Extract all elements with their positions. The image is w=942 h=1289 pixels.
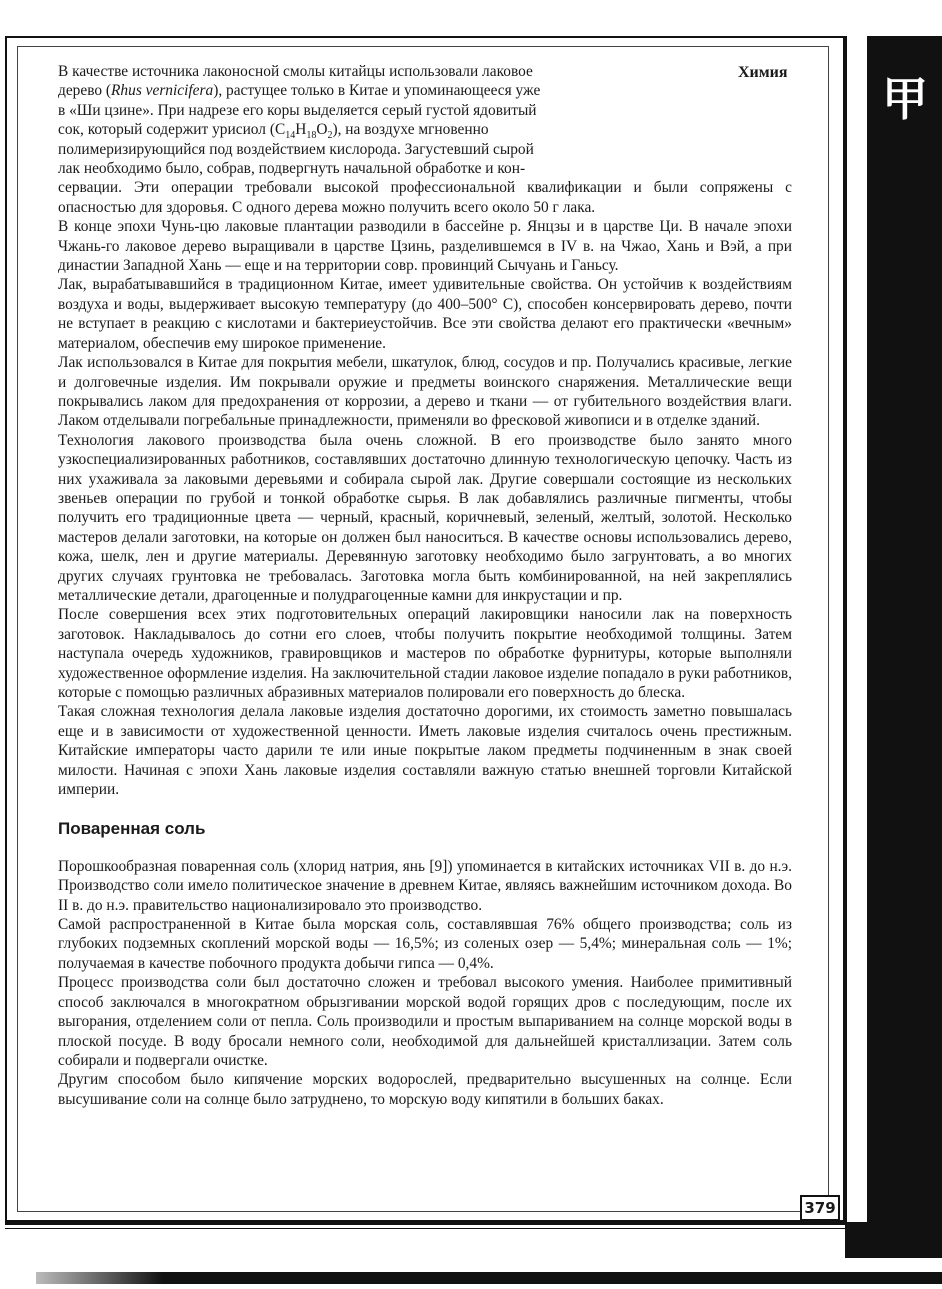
paragraph: Другим способом было кипячение морских водорослей, предварительно высушенных на солнце. Если высушивание соли на солнце было затруднено, то морскую воду кипятили в больших баках. [58, 1071, 792, 1108]
paragraph: После совершения всех этих подготовительных операций лакировщики наносили лак на поверхность заготовок. Накладывалось до сотни его слоев, чтобы получить покрытие необходимой толщины. Затем наступала очередь художников, гравировщиков и мастеров по обработке фурнитуры, которые выполняли художественное оформление изделия. На заключительной стадии лаковое изделие попадало в руки работников, которые с помощью различных абразивных материалов полировали его поверхность до блеска. [58, 606, 792, 701]
paragraph: Лак использовался в Китае для покрытия мебели, шкатулок, блюд, сосудов и пр. Получались красивые, легкие и долговечные изделия. Им покрывали оружие и предметы воинского снаряжения. Металлические вещи покрывались лаком для предохранения от коррозии, а дерево и ткани — от губительного воздействия влаги. Лаком отделывали погребальные принадлежности, применяли во фресковой живописи и в отделке зданий. [58, 354, 792, 430]
paragraph: Такая сложная технология делала лаковые изделия достаточно дорогими, их стоимость заметно повышалась еще и в зависимости от художественной ценности. Иметь лаковые изделия считалось очень престижным. Китайские императоры часто дарили те или иные покрытые лаком предметы подчиненным в знак своей милости. Начиная с эпохи Хань лаковые изделия составляли важную статью внешней торговли Китайской империи. [58, 703, 792, 799]
paragraph: сервации. Эти операции требовали высокой профессиональной квалификации и были сопряжены с опасностью для здоровья. С одного дерева можно получить всего около 50 г лака. [58, 179, 792, 216]
page-content [58, 62, 792, 1109]
chapter-hanzi-symbol: 甲 [882, 72, 928, 126]
page-number: 379 [800, 1195, 840, 1221]
paragraph: Порошкообразная поваренная соль (хлорид натрия, янь [9]) упоминается в китайских источниках VII в. до н.э. Производство соли имело политическое значение в древнем Китае, являясь важнейшим источником дохода. Во II в. до н.э. правительство национализировало это производство. [58, 857, 792, 914]
paragraph: В конце эпохи Чунь-цю лаковые плантации разводили в бассейне р. Янцзы и в царстве Ци. В начале эпохи Чжань-го лаковое дерево выращивали в царстве Цзинь, разделившемся в IV в. на Чжао, Хань и Вэй, а при династии Западной Хань — еще и на территории совр. провинций Сычуань и Ганьсу. [58, 218, 792, 275]
text-line: дерево (Rhus vernicifera), растущее только в Китае и упоминающееся уже [58, 82, 541, 100]
bottom-rule [5, 1222, 845, 1225]
chapter-tab [845, 36, 942, 1258]
bottom-rule-thin [5, 1228, 845, 1229]
text-line: полимеризирующийся под воздействием кислорода. Загустевший сырой [58, 140, 534, 158]
first-paragraph-narrow-block [58, 62, 610, 178]
lacquer-first-paragraph [58, 62, 792, 217]
text-line: лак необходимо было, собрав, подвергнуть начальной обработке и кон- [58, 160, 526, 178]
text-line: сок, который содержит урисиол $(C_{14}H_{18}O_2)$, на воздухе мгновенно [58, 121, 489, 142]
footer-bar [36, 1272, 942, 1284]
chapter-tab-notch [845, 36, 867, 1222]
paragraph: Технология лакового производства была очень сложной. В его производстве было занято много узкоспециализированных работников, составлявших достаточно длинную технологическую цепочку. Часть из них ухаживала за лаковыми деревьями и собирала сырой лак. Другие совершали состоящие из нескольких звеньев операции по грубой и тонкой обработке сырья. В лак добавлялись различные пигменты, чтобы получить его традиционные цвета — черный, красный, коричневый, зеленый, желтый, золотой. Несколько мастеров делали заготовки, на которые он должен был наноситься. В качестве основы использовались дерево, кожа, шелк, лен и другие материалы. Деревянную заготовку необходимо было загрунтовать, а во многих других случаях грунтовка не требовалась. Заготовка могла быть комбинированной, на ней закреплялись металлические детали, драгоценные и полудрагоценные камни для инкрустации и пр. [58, 431, 792, 604]
paragraph: Процесс производства соли был достаточно сложен и требовал высокого умения. Наиболее примитивный способ заключался в многократном обрызгивании морской водой горящих дров с последующим, после их выгорания, отделением соли от пепла. Соль производили и простым выпариванием на солнце морской воды в плоской посуде. В воду бросали немного соли, необходимой для дальнейшей кристаллизации. Затем соль собирали и подвергали очистке. [58, 974, 792, 1069]
section-heading-salt: Поваренная соль [58, 819, 206, 839]
running-header: Химия [738, 64, 788, 81]
paragraph: Самой распространенной в Китае была морская соль, составлявшая 76% общего производства; соль из глубоких подземных скоплений морской воды — 16,5%; из соленых озер — 5,4%; минеральная соль — 1%; получаемая в качестве побочного продукта добычи гипса — 0,4%. [58, 916, 792, 972]
paragraph: Лак, вырабатывавшийся в традиционном Китае, имеет удивительные свойства. Он устойчив к воздействиям воздуха и воды, выдерживает высокую температуру (до 400–500° С), способен консервировать дерево, почти не вступает в реакцию с кислотами и бактериеустойчив. Все эти свойства делают его практически «вечным» материалом, обеспечив ему широкое применение. [58, 276, 792, 352]
latin-name: Rhus vernicifera [111, 82, 214, 100]
text-line: В качестве источника лаконосной смолы китайцы использовали лаковое [58, 63, 533, 80]
text-line: в «Ши цзине». При надрезе его коры выделяется серый густой ядовитый [58, 101, 537, 119]
